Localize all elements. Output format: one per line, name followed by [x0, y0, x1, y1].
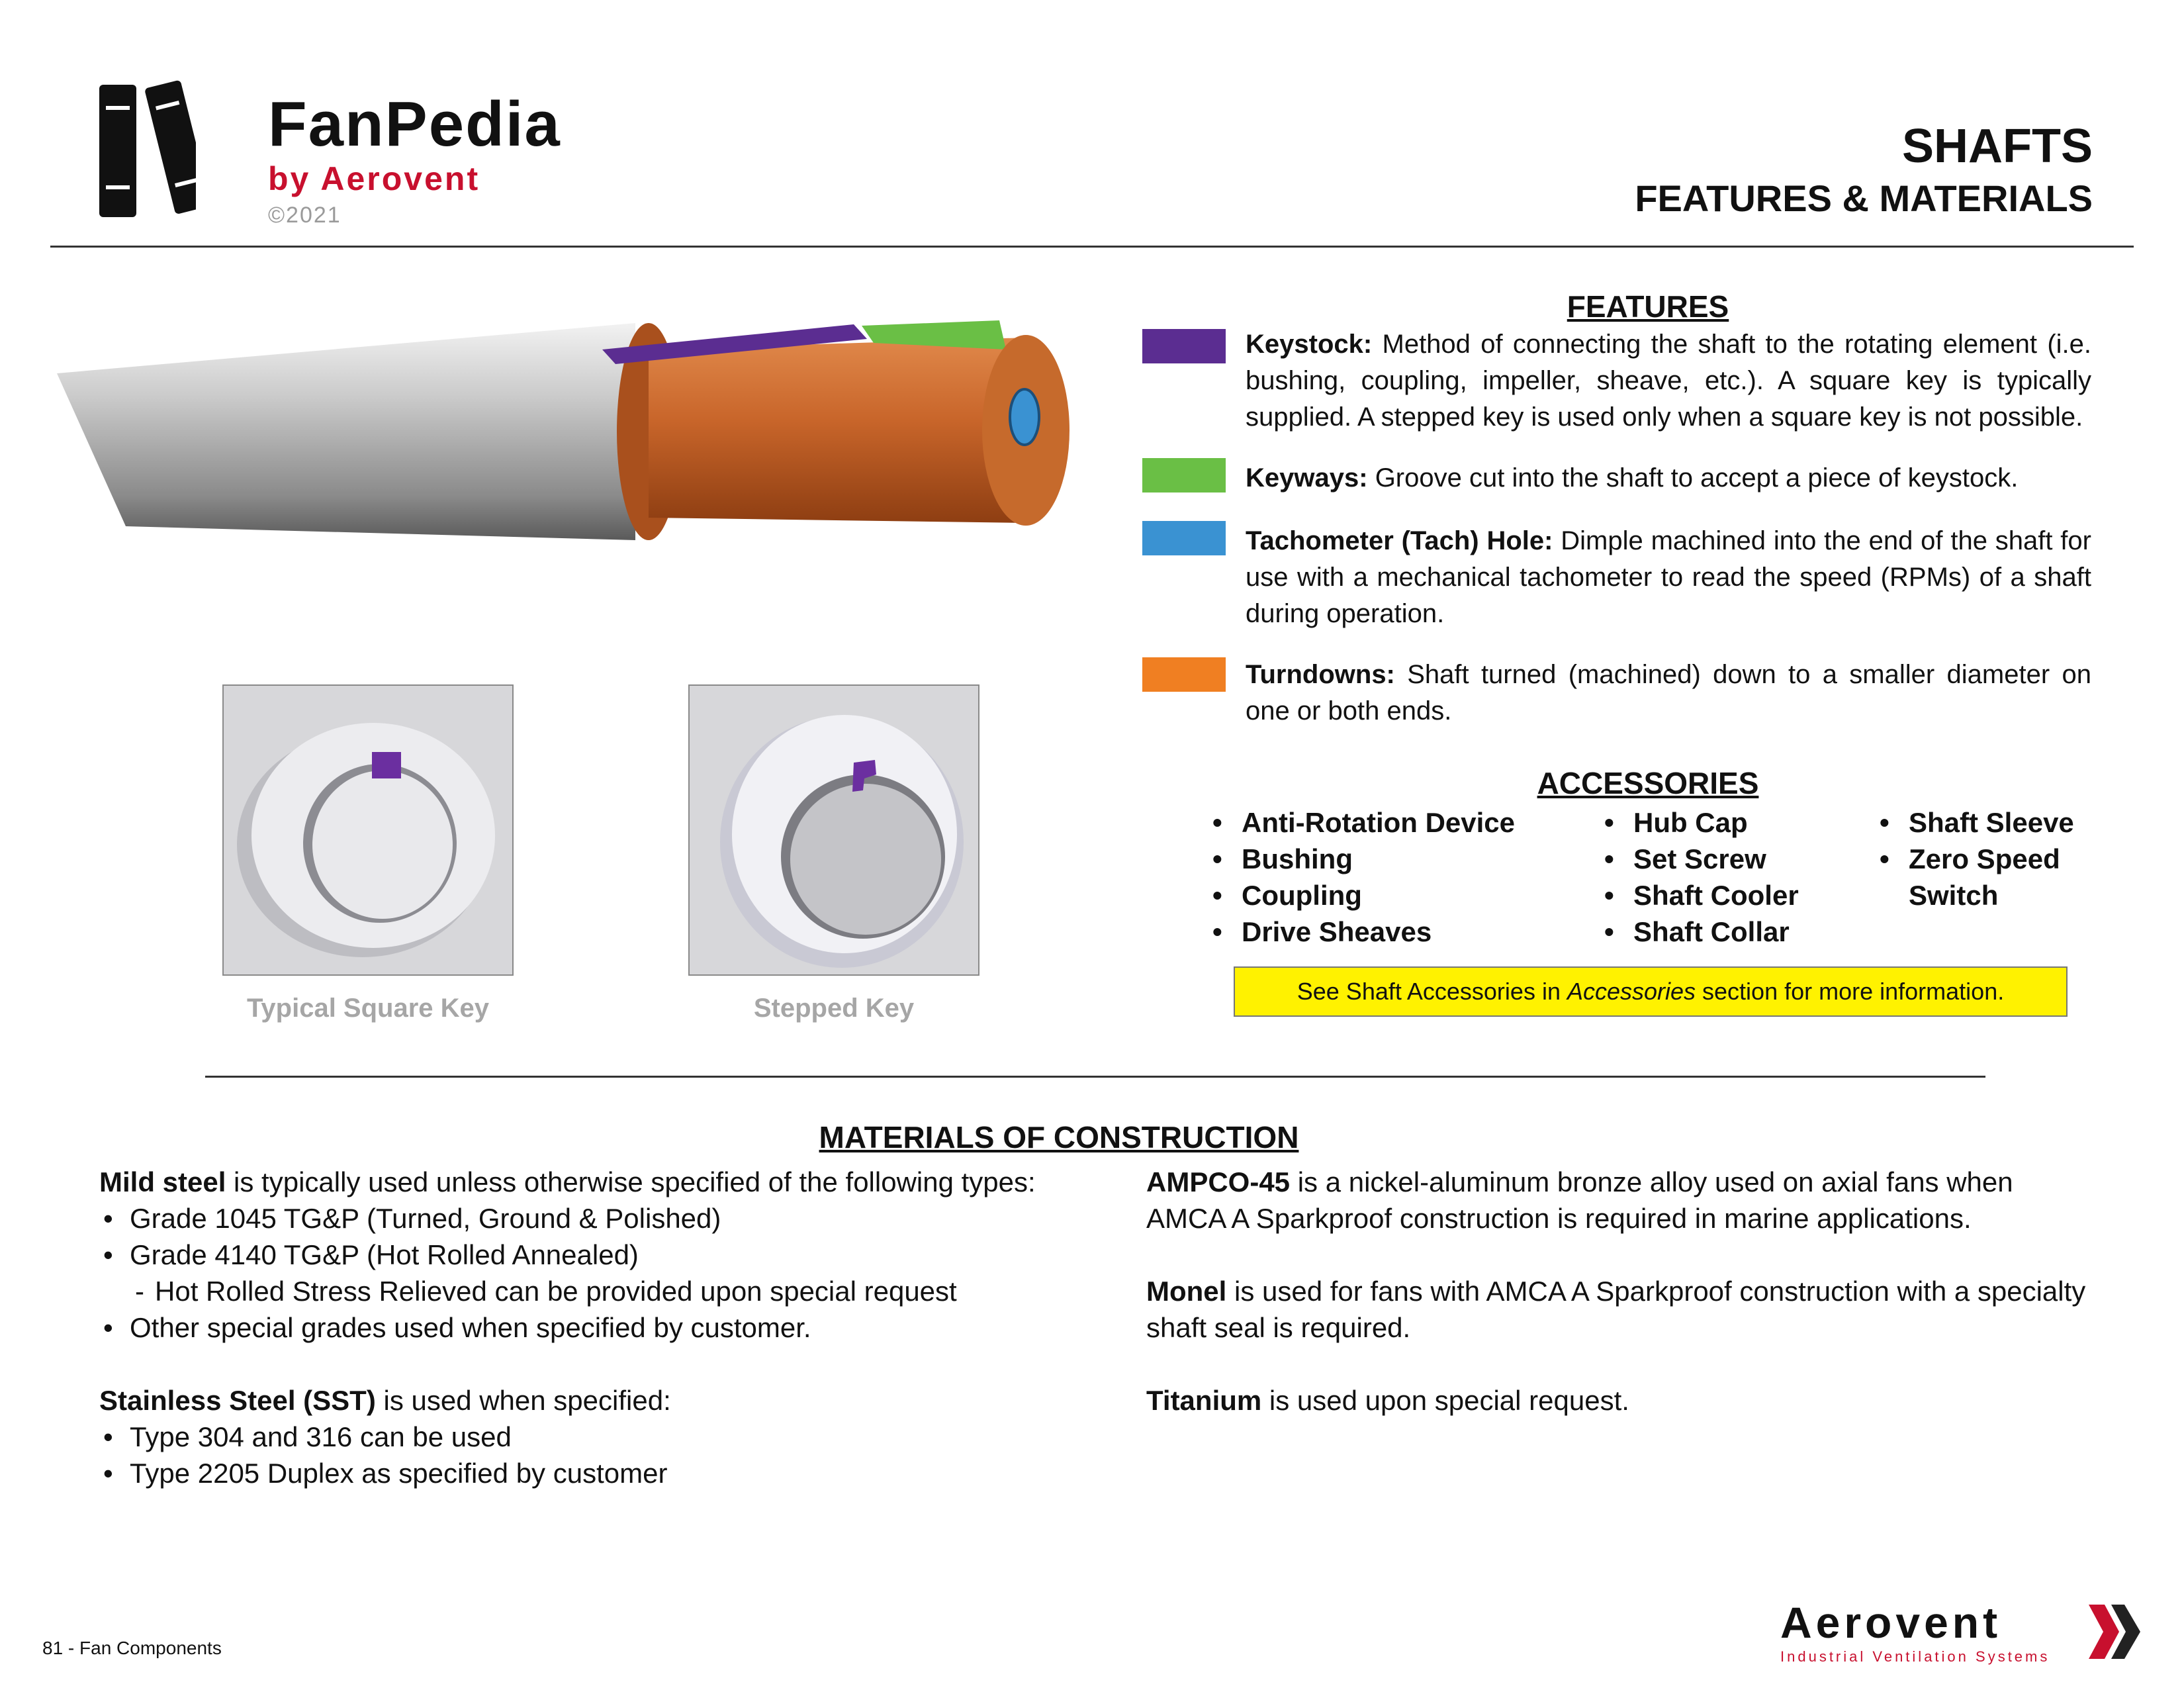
material-term: AMPCO-45	[1146, 1166, 1291, 1197]
feature-desc: Shaft turned (machined) down to a smaller diameter on one or both ends.	[1246, 660, 2091, 726]
material-desc: is used when specified:	[375, 1385, 671, 1416]
feature-term: Turndowns:	[1246, 660, 1395, 689]
note-suffix: section for more information.	[1696, 978, 2005, 1005]
brand-copyright: ©2021	[268, 203, 341, 228]
feature-term: Tachometer (Tach) Hole:	[1246, 526, 1553, 555]
material-term: Mild steel	[99, 1166, 226, 1197]
header-divider	[50, 246, 2134, 248]
ampco-paragraph	[1146, 1164, 2093, 1237]
list-item: • Type 304 and 316 can be used	[99, 1419, 1132, 1455]
material-term: Titanium	[1146, 1385, 1262, 1416]
chevron-right-icon	[2085, 1602, 2144, 1665]
mild-steel-intro	[99, 1164, 1132, 1200]
tach-hole-mark	[1010, 389, 1039, 445]
fanpedia-books-icon	[97, 79, 196, 225]
feature-term: Keyways:	[1246, 463, 1368, 492]
accessories-column-3	[1880, 804, 2078, 914]
accessories-note	[1234, 966, 2068, 1017]
feature-turndowns	[1246, 657, 2091, 729]
brand-name: FanPedia	[268, 89, 561, 160]
note-link-text: Accessories	[1567, 978, 1696, 1005]
titanium-paragraph	[1146, 1382, 2093, 1419]
accessories-column-1	[1212, 804, 1515, 950]
brand-byline: by Aerovent	[268, 160, 480, 197]
page-title: SHAFTS	[1902, 120, 2093, 173]
features-heading: FEATURES	[1567, 289, 1729, 324]
feature-tach-hole	[1246, 523, 2091, 632]
accessories-column-2	[1604, 804, 1799, 950]
list-item: • Type 2205 Duplex as specified by customer	[99, 1455, 1132, 1491]
material-desc: is a nickel-aluminum bronze alloy used on axial fans when AMCA A Sparkproof construction is required in marine applications.	[1146, 1166, 2013, 1234]
list-item: • Set Screw	[1604, 841, 1799, 877]
feature-keystock	[1246, 326, 2091, 436]
keyways-swatch	[1142, 458, 1226, 492]
material-term: Monel	[1146, 1276, 1227, 1307]
list-item: • Grade 4140 TG&P (Hot Rolled Annealed)	[99, 1237, 1132, 1273]
square-key-mark	[372, 752, 401, 778]
feature-desc: Dimple machined into the end of the shaft for use with a mechanical tachometer to read the speed (RPMs) of a shaft during operation.	[1246, 526, 2091, 628]
shaft-illustration	[53, 311, 1085, 566]
page-number-label: 81 - Fan Components	[42, 1638, 222, 1658]
monel-paragraph	[1146, 1273, 2093, 1346]
list-item: - Hot Rolled Stress Relieved can be provided upon special request	[99, 1273, 1132, 1309]
aerovent-tagline: Industrial Ventilation Systems	[1780, 1648, 2050, 1665]
list-item: • Other special grades used when specified by customer.	[99, 1309, 1132, 1346]
stainless-intro	[99, 1382, 1132, 1419]
feature-term: Keystock:	[1246, 330, 1373, 359]
material-desc: is used for fans with AMCA A Sparkproof construction with a specialty shaft seal is required.	[1146, 1276, 2086, 1343]
list-item: • Shaft Collar	[1604, 914, 1799, 950]
page-subtitle: FEATURES & MATERIALS	[1635, 177, 2093, 219]
materials-right-column	[1146, 1164, 2093, 1419]
material-desc: is used upon special request.	[1261, 1385, 1629, 1416]
materials-left-column	[99, 1164, 1132, 1491]
list-item: • Anti-Rotation Device	[1212, 804, 1515, 841]
feature-keyways	[1246, 460, 2091, 496]
list-item: • Bushing	[1212, 841, 1515, 877]
feature-desc: Groove cut into the shaft to accept a piece of keystock.	[1375, 463, 2019, 492]
list-item: • Zero Speed Switch	[1880, 841, 2078, 914]
stepped-key-caption: Stepped Key	[753, 994, 915, 1023]
accessories-heading: ACCESSORIES	[1537, 766, 1759, 800]
list-item: • Shaft Cooler	[1604, 877, 1799, 914]
material-desc: is typically used unless otherwise specified of the following types:	[226, 1166, 1036, 1197]
square-key-image	[222, 684, 514, 976]
list-item: • Coupling	[1212, 877, 1515, 914]
stepped-key-image	[688, 684, 979, 976]
aerovent-logo-text: Aerovent	[1780, 1598, 2002, 1647]
section-divider	[205, 1076, 1985, 1078]
square-key-caption: Typical Square Key	[246, 994, 490, 1023]
list-item: • Hub Cap	[1604, 804, 1799, 841]
tach-hole-swatch	[1142, 521, 1226, 555]
list-item: • Grade 1045 TG&P (Turned, Ground & Polished)	[99, 1200, 1132, 1237]
note-prefix: See Shaft Accessories in	[1297, 978, 1567, 1005]
list-item: • Drive Sheaves	[1212, 914, 1515, 950]
materials-heading: MATERIALS OF CONSTRUCTION	[819, 1120, 1299, 1154]
turndowns-swatch	[1142, 657, 1226, 692]
material-term: Stainless Steel (SST)	[99, 1385, 376, 1416]
list-item: • Shaft Sleeve	[1880, 804, 2078, 841]
keystock-swatch	[1142, 329, 1226, 363]
feature-desc: Method of connecting the shaft to the rotating element (i.e. bushing, coupling, impeller, sheave, etc.). A square key is typically supplied. A stepped key is used only when a square key is not possible.	[1246, 330, 2091, 432]
